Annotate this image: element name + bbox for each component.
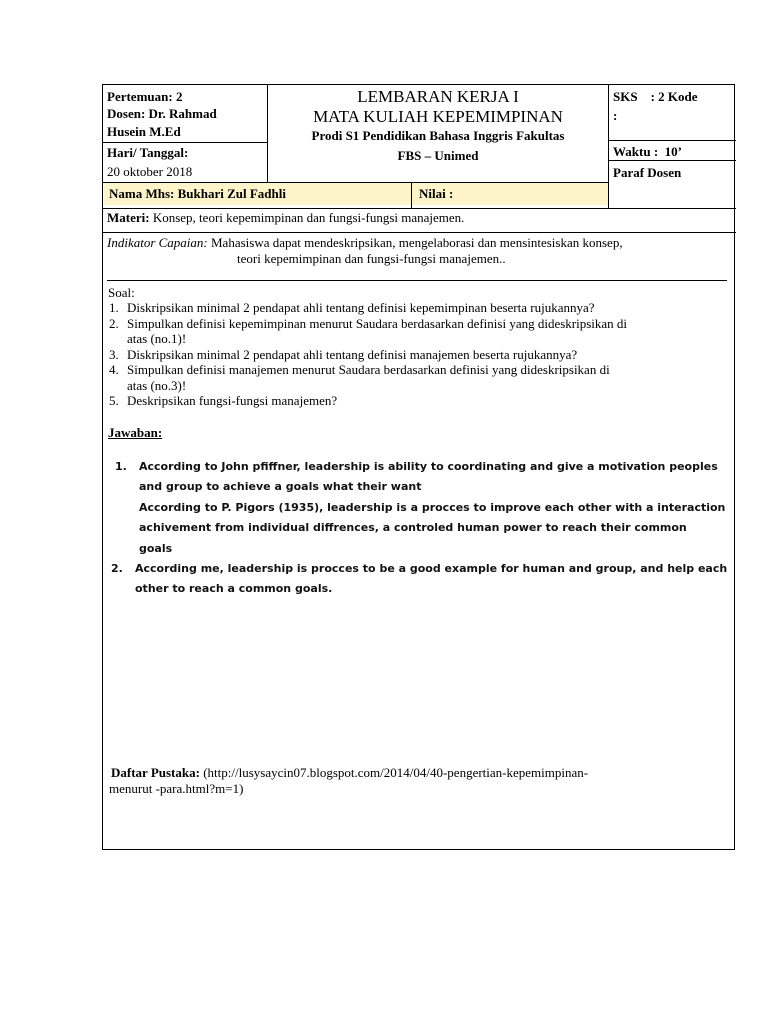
dosen-line1: Dosen: Dr. Rahmad xyxy=(107,106,217,121)
soal-item-text: Simpulkan definisi kepemimpinan menurut Saudara berdasarkan definisi yang dideskripsikan di xyxy=(127,315,628,331)
divider-sks-waktu xyxy=(608,140,736,141)
soal-item xyxy=(103,347,733,363)
answer-1-line2: and group to achieve a goals what their want xyxy=(139,480,422,494)
soal-item xyxy=(103,300,733,316)
pustaka-label: Daftar Pustaka: xyxy=(111,765,200,780)
pertemuan-label: Pertemuan: 2 xyxy=(107,89,183,104)
soal-item-number: 4. xyxy=(109,362,119,377)
indikator-label: Indikator Capaian: xyxy=(107,235,208,250)
hari-tanggal-label: Hari/ Tanggal: xyxy=(107,145,189,160)
soal-label: Soal: xyxy=(108,285,135,300)
worksheet xyxy=(102,84,735,850)
pustaka-line1: (http://lusysaycin07.blogspot.com/2014/04/40-pengertian-kepemimpinan- xyxy=(199,765,589,780)
paraf-dosen-label: Paraf Dosen xyxy=(613,165,682,180)
nilai-label: Nilai : xyxy=(419,186,454,201)
answer-1-line3: According to P. Pigors (1935), leadership is a procces to improve each other with a interaction xyxy=(139,500,726,514)
title-line2: MATA KULIAH KEPEMIMPINAN xyxy=(313,107,563,126)
soal-item-text: atas (no.3)! xyxy=(127,377,187,393)
waktu-label: Waktu : 10’ xyxy=(613,144,682,159)
indikator-line1: Mahasiswa dapat mendeskripsikan, mengelaborasi dan mensintesiskan konsep, xyxy=(207,235,623,250)
dosen-line2: Husein M.Ed xyxy=(107,124,181,139)
soal-item xyxy=(103,362,733,393)
soal-item-text: Simpulkan definisi manajemen menurut Saudara berdasarkan definisi yang dideskripsikan di xyxy=(127,362,610,377)
answer-1-line4: achivement from individual diffrences, a controled human power to reach their common xyxy=(139,521,687,535)
soal-item-text: Diskripsikan minimal 2 pendapat ahli tentang definisi kepemimpinan beserta rujukannya? xyxy=(127,300,595,315)
soal-item xyxy=(103,393,733,409)
divider-right-col xyxy=(608,85,609,208)
answer-1-line5: goals xyxy=(139,541,173,555)
pustaka-line2: menurut -para.html?m=1) xyxy=(109,781,244,796)
materi-text: Konsep, teori kepemimpinan dan fungsi-fungsi manajemen. xyxy=(149,210,465,225)
answer-2-number: 2. xyxy=(111,562,123,576)
sks-line1: SKS : 2 Kode xyxy=(613,89,698,104)
prodi-line1: Prodi S1 Pendidikan Bahasa Inggris Fakultas xyxy=(311,128,565,143)
divider-materi-bottom xyxy=(103,232,736,233)
answer-2-line2: other to reach a common goals. xyxy=(135,582,333,596)
prodi-line2: FBS – Unimed xyxy=(397,148,479,163)
divider-name-row-top xyxy=(103,182,609,183)
soal-item-number: 3. xyxy=(109,346,119,362)
divider-waktu-paraf xyxy=(608,160,736,161)
nama-mahasiswa: Nama Mhs: Bukhari Zul Fadhli xyxy=(109,186,286,201)
title-line1: LEMBARAN KERJA I xyxy=(357,87,519,106)
divider-nilai xyxy=(411,182,412,208)
indikator-row xyxy=(107,235,623,251)
soal-item-text: atas (no.1)! xyxy=(127,331,187,346)
soal-list xyxy=(103,300,733,409)
indikator-line2: teori kepemimpinan dan fungsi-fungsi manajemen.. xyxy=(237,251,506,266)
divider-indikator-bottom xyxy=(107,280,727,281)
answer-1-number: 1. xyxy=(115,460,127,473)
materi-label: Materi: xyxy=(107,210,150,225)
soal-item-number: 5. xyxy=(109,393,119,408)
divider-header-bottom xyxy=(103,208,736,209)
materi-row xyxy=(107,210,464,226)
soal-item-text: Deskripsikan fungsi-fungsi manajemen? xyxy=(127,393,338,408)
soal-item-text: Diskripsikan minimal 2 pendapat ahli tentang definisi manajemen beserta rujukannya? xyxy=(127,346,578,362)
answer-2-line1: 2. According me, leadership is procces to be a good example for human and group, and help each xyxy=(103,559,733,579)
pustaka-row xyxy=(111,765,588,781)
answers-block xyxy=(103,457,733,600)
sks-line2: : xyxy=(613,108,618,123)
jawaban-label: Jawaban: xyxy=(108,425,163,440)
soal-item xyxy=(103,316,733,347)
tanggal-value: 20 oktober 2018 xyxy=(107,164,193,179)
soal-item-number: 2. xyxy=(109,315,119,331)
soal-item-number: 1. xyxy=(109,300,119,315)
divider-dosen-hari xyxy=(103,142,268,143)
answer-1-line1: 1. According to John pfiffner, leadership is ability to coordinating and give a motivation peoples xyxy=(103,457,733,477)
